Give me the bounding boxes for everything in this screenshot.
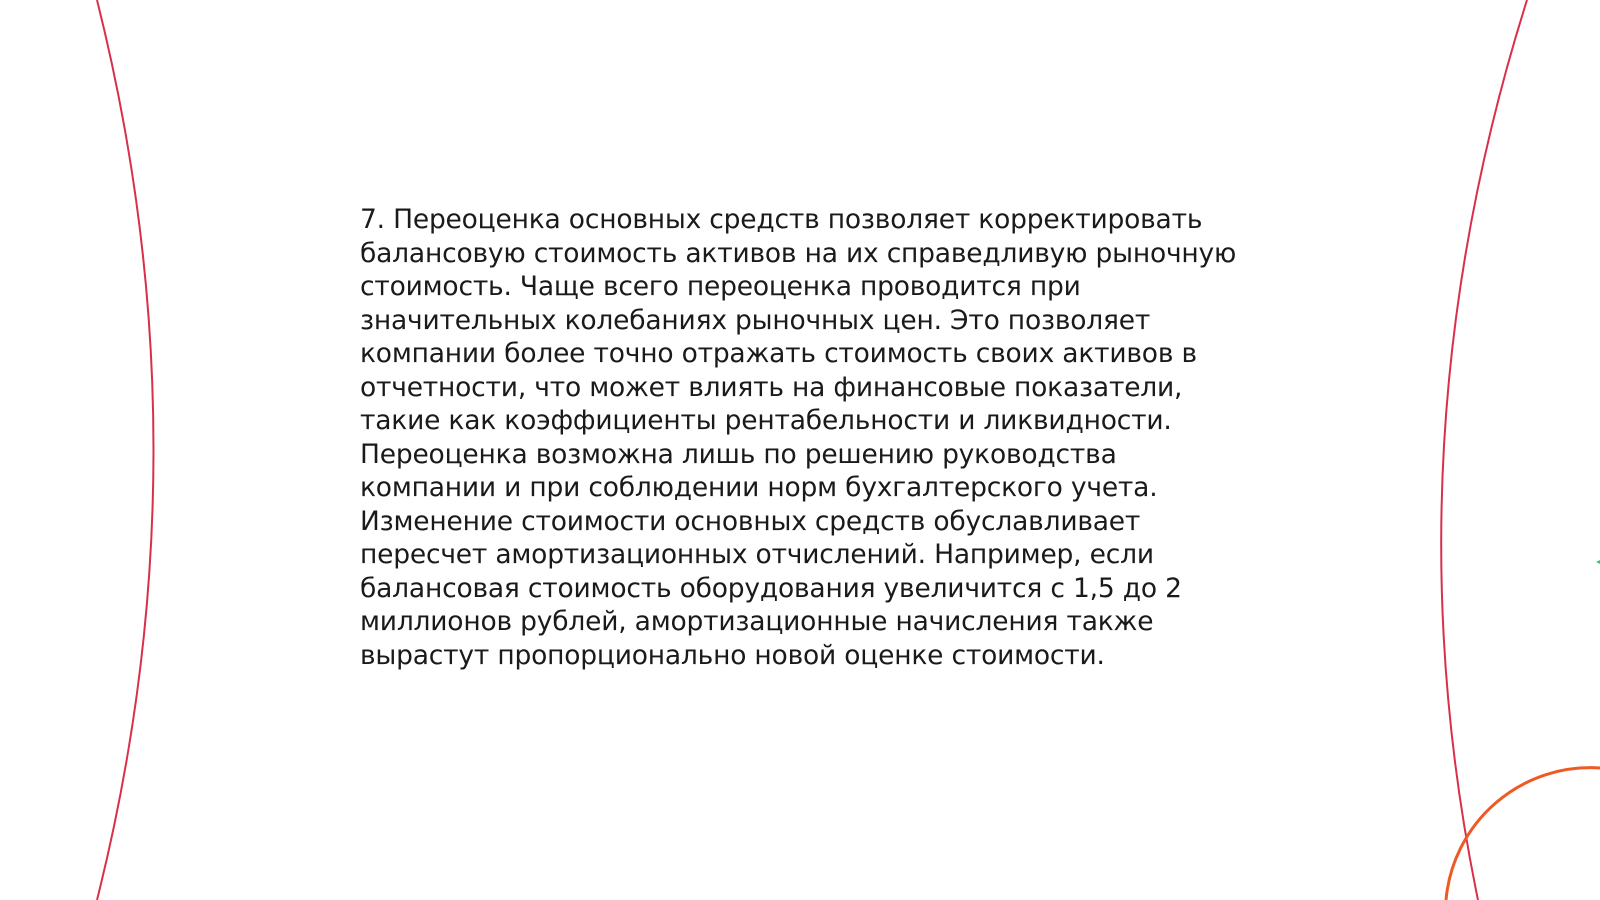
text-line: компании и при соблюдении норм бухгалтерского учета. bbox=[360, 472, 1158, 503]
text-line: пересчет амортизационных отчислений. Например, если bbox=[360, 539, 1154, 570]
text-line: балансовую стоимость активов на их справедливую рыночную bbox=[360, 237, 1237, 269]
text-line: балансовая стоимость оборудования увеличится с 1,5 до 2 bbox=[360, 572, 1182, 604]
text-line: такие как коэффициенты рентабельности и ликвидности. bbox=[360, 405, 1172, 436]
green-accent bbox=[1596, 560, 1600, 564]
slide-body-text bbox=[360, 203, 1260, 672]
right-arc bbox=[1441, 0, 1527, 900]
text-line: отчетности, что может влиять на финансовые показатели, bbox=[360, 371, 1183, 403]
text-line: миллионов рублей, амортизационные начисления также bbox=[360, 606, 1154, 637]
text-line: вырастут пропорционально новой оценке стоимости. bbox=[360, 639, 1105, 671]
text-line: стоимость. Чаще всего переоценка проводится при bbox=[360, 271, 1081, 302]
text-line: Изменение стоимости основных средств обуславливает bbox=[360, 505, 1141, 537]
left-arc bbox=[97, 0, 154, 900]
text-line: Переоценка возможна лишь по решению руководства bbox=[360, 438, 1117, 470]
text-line: 7. Переоценка основных средств позволяет корректировать bbox=[360, 204, 1203, 235]
orange-circle-arc bbox=[1446, 768, 1600, 900]
text-line: компании более точно отражать стоимость своих активов в bbox=[360, 338, 1197, 369]
text-line: значительных колебаниях рыночных цен. Это позволяет bbox=[360, 304, 1151, 336]
